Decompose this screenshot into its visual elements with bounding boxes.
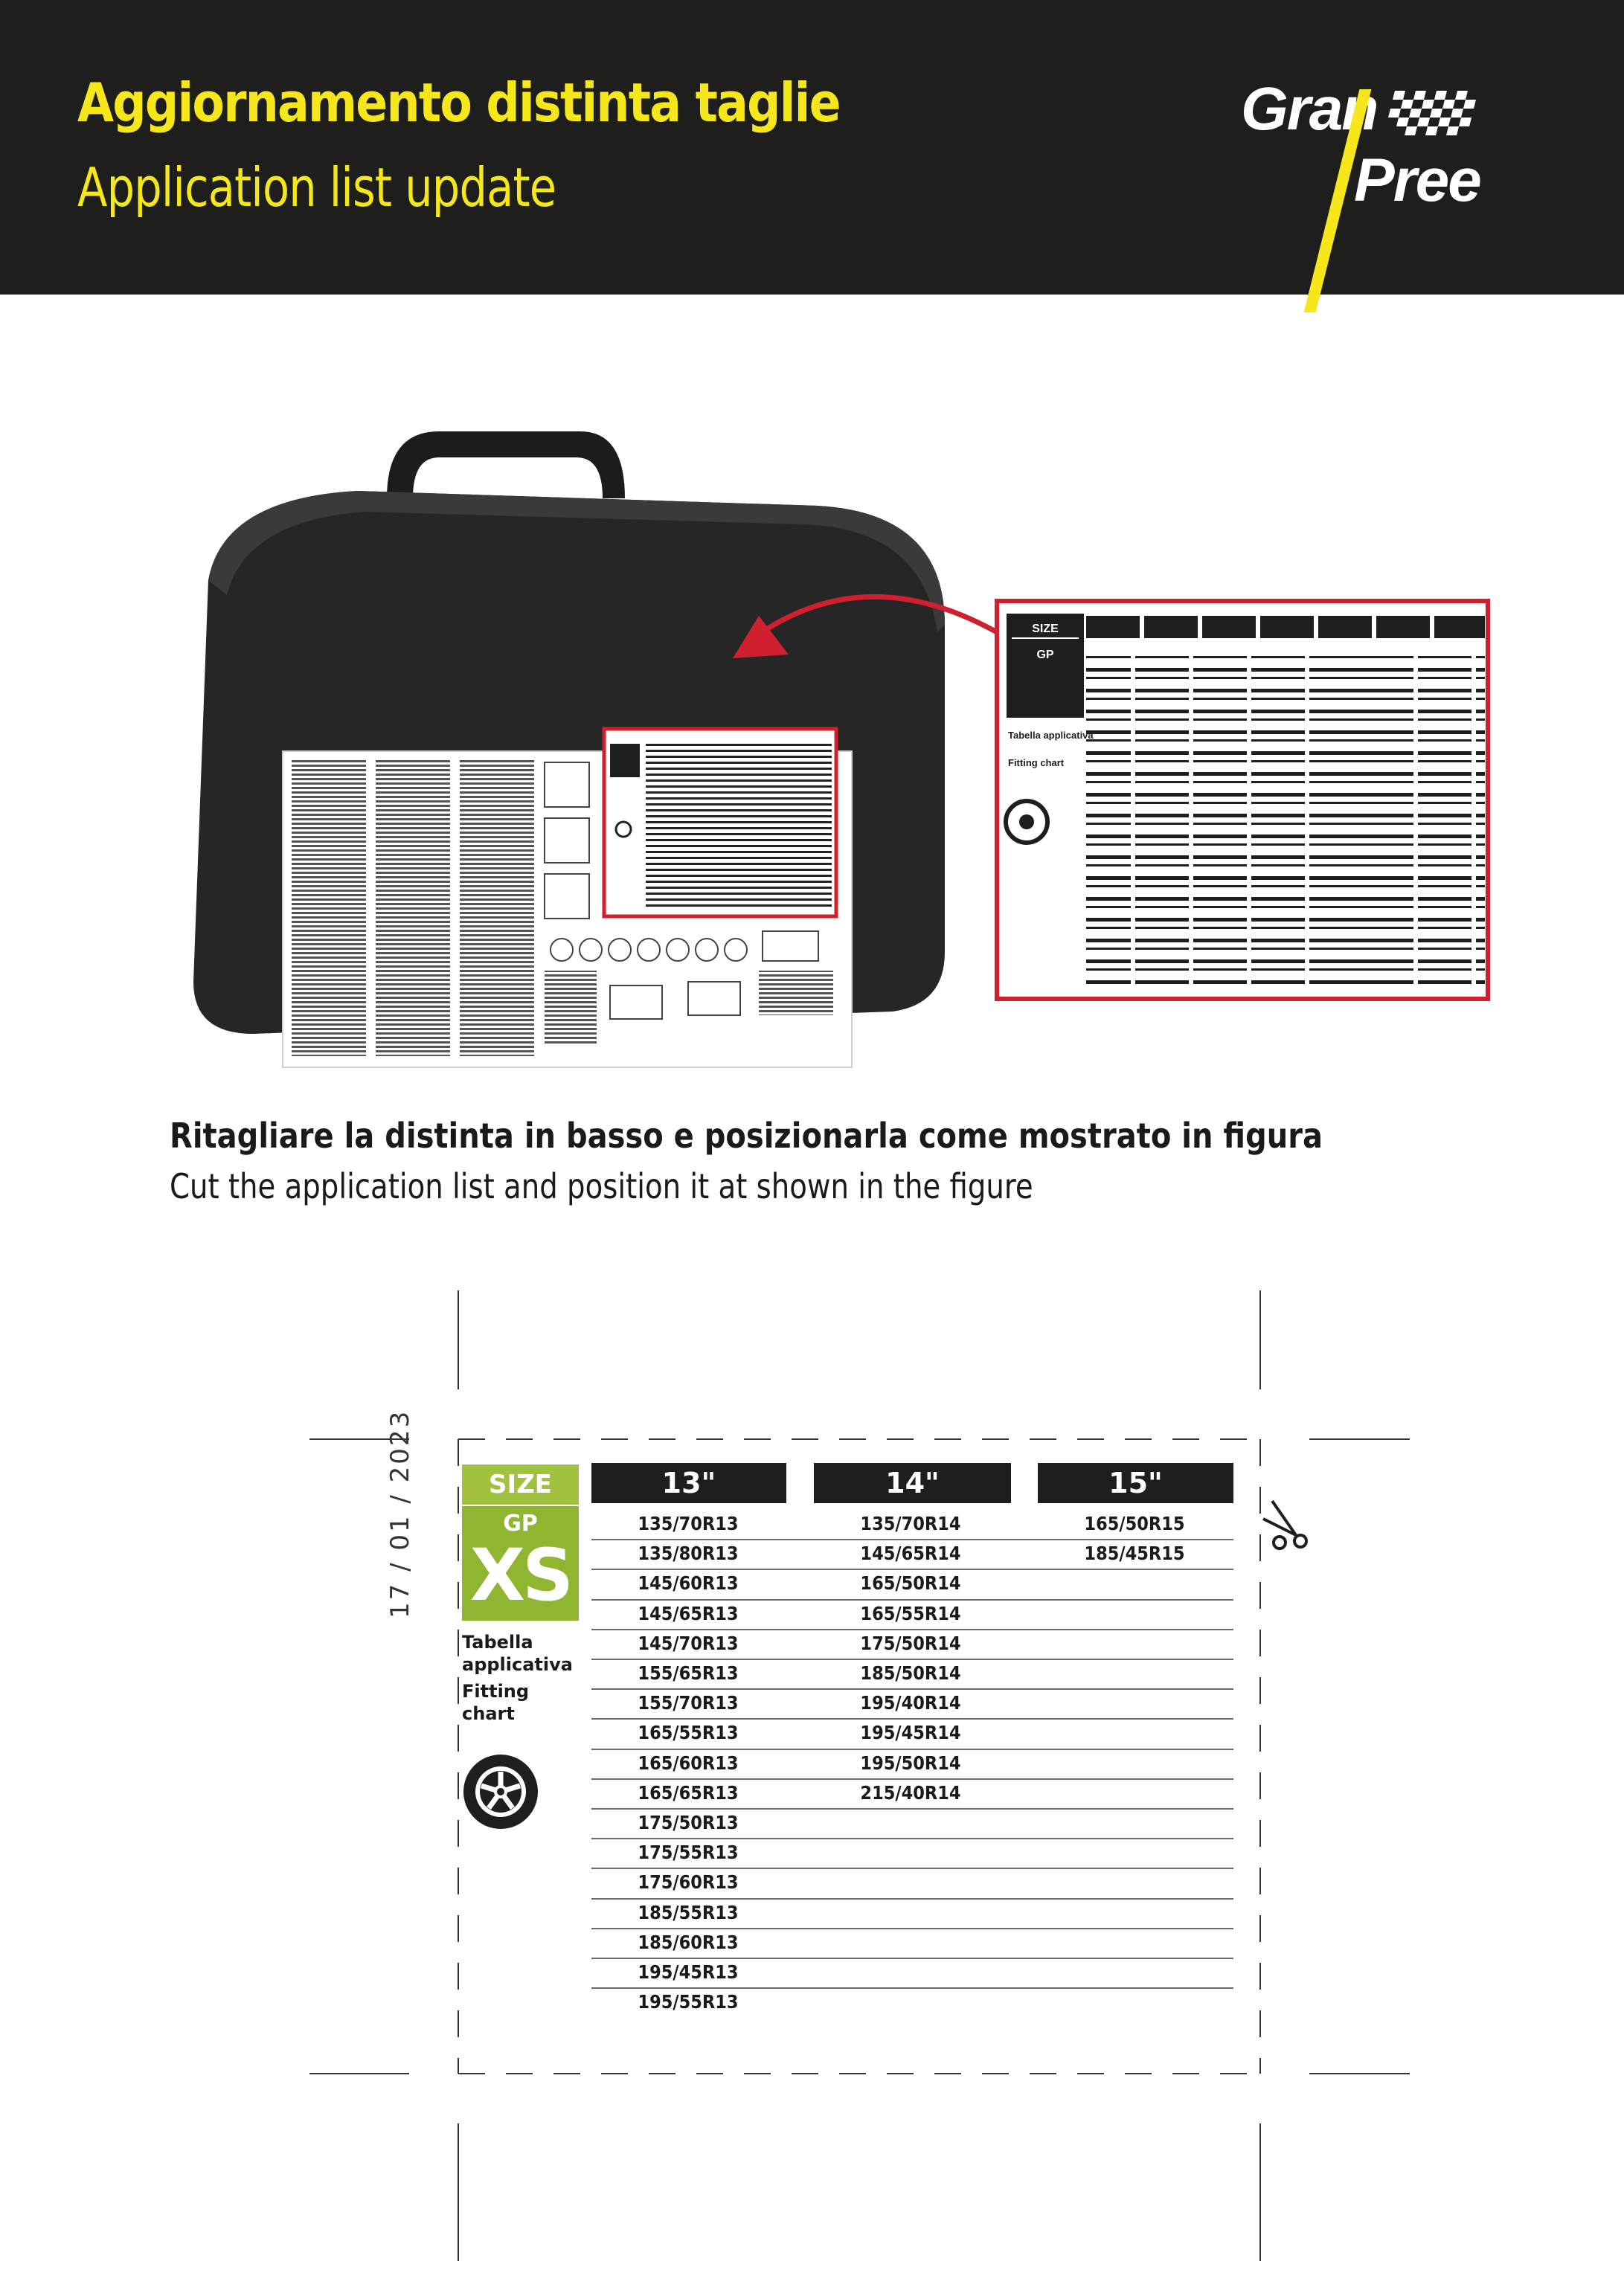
- tire-size-cell: 185/45R15: [1084, 1543, 1185, 1565]
- zoom-fitting-en: Fitting chart: [1008, 757, 1065, 768]
- size-badge: [462, 1506, 579, 1621]
- tire-size-cell: 175/60R13: [638, 1871, 739, 1894]
- instruction-italian: Ritagliare la distinta in basso e posizionarla come mostrato in figura: [170, 1116, 1323, 1156]
- tire-size-cell: 135/80R13: [638, 1543, 739, 1565]
- tire-size-cell: 185/55R13: [638, 1901, 739, 1923]
- bag-label-column: [376, 759, 450, 1056]
- table-row-divider: [591, 1958, 1233, 1959]
- fitting-label-english: Fitting chart: [462, 1681, 530, 1724]
- bag-label-column: [292, 759, 366, 1056]
- logo-word-bottom: Pree: [1354, 147, 1480, 214]
- table-row-divider: [591, 1778, 1233, 1780]
- table-row-divider: [591, 1718, 1233, 1720]
- tire-size-cell: 145/65R14: [860, 1543, 961, 1565]
- zoom-size-label: SIZE: [1032, 623, 1059, 635]
- fitting-label-italian: Tabella applicativa: [462, 1632, 573, 1675]
- wheel-icon: [460, 1751, 542, 1833]
- header-banner: [0, 0, 1624, 295]
- tire-size-cell: 135/70R13: [638, 1513, 739, 1534]
- table-row-divider: [591, 1838, 1233, 1839]
- bag-illustration: [164, 417, 1503, 1086]
- tire-size-cell: 155/65R13: [638, 1662, 739, 1684]
- tire-size-cell: 185/50R14: [860, 1662, 961, 1684]
- tire-size-cell: 195/55R13: [638, 1991, 739, 2013]
- table-row-divider: [591, 1659, 1233, 1660]
- tire-size-cell: 195/40R14: [860, 1692, 961, 1714]
- tire-size-cell: 165/65R13: [638, 1781, 739, 1804]
- logo-word-top: Gran: [1241, 75, 1378, 143]
- tire-size-cell: 165/50R15: [1084, 1513, 1185, 1534]
- table-row-divider: [591, 1688, 1233, 1690]
- tire-size-cell: 165/55R13: [638, 1722, 739, 1744]
- table-row-divider: [591, 1569, 1233, 1570]
- tire-size-cell: 175/50R14: [860, 1632, 961, 1654]
- tire-size-cell: 145/60R13: [638, 1572, 739, 1595]
- tire-size-cell: 175/50R13: [638, 1812, 739, 1833]
- size-label: SIZE: [462, 1464, 579, 1505]
- size-brand: GP: [503, 1511, 538, 1537]
- tire-size-cell: 165/55R14: [860, 1602, 961, 1624]
- tire-size-cell: 185/60R13: [638, 1931, 739, 1953]
- bag-handle: [387, 431, 625, 498]
- bag-label-column: [460, 759, 534, 1056]
- tire-size-cell: 155/70R13: [638, 1692, 739, 1714]
- tire-size-cell: 215/40R14: [860, 1781, 961, 1804]
- zoom-fitting-it: Tabella applicativa: [1008, 730, 1094, 741]
- table-row-divider: [591, 1599, 1233, 1601]
- page-title-english: Application list update: [77, 156, 556, 219]
- instruction-english: Cut the application list and position it at shown in the figure: [170, 1166, 1033, 1206]
- column-header-14: 14": [814, 1463, 1011, 1503]
- tire-size-cell: 145/65R13: [638, 1602, 739, 1624]
- tire-size-cell: 165/60R13: [638, 1752, 739, 1774]
- table-row-divider: [591, 1629, 1233, 1630]
- table-row-divider: [591, 1808, 1233, 1810]
- table-row-divider: [591, 1898, 1233, 1900]
- scissors-icon: [1257, 1496, 1317, 1556]
- table-row-divider: [591, 1539, 1233, 1540]
- tire-size-cell: 195/50R14: [860, 1752, 961, 1774]
- size-code: XS: [469, 1534, 571, 1617]
- column-header-13: 13": [591, 1463, 786, 1503]
- cut-guides: [0, 1279, 1624, 2296]
- zoom-column-headers: [1086, 616, 1485, 638]
- zoom-gp-label: GP: [1036, 649, 1054, 661]
- table-row-divider: [591, 1928, 1233, 1929]
- column-header-15: 15": [1038, 1463, 1233, 1503]
- table-row-divider: [591, 1987, 1233, 1989]
- tire-size-cell: 195/45R14: [860, 1722, 961, 1744]
- tire-size-cell: 195/45R13: [638, 1961, 739, 1983]
- gran-pree-logo: [1235, 74, 1518, 298]
- tire-size-cell: 175/55R13: [638, 1842, 739, 1864]
- table-row-divider: [591, 1868, 1233, 1869]
- page-title-italian: Aggiornamento distinta taglie: [77, 71, 840, 134]
- tire-size-cell: 135/70R14: [860, 1513, 961, 1534]
- zoom-rows: [1086, 651, 1485, 985]
- tire-size-cell: 165/50R14: [860, 1572, 961, 1595]
- chart-date: 17 / 01 / 2023: [385, 1409, 415, 1618]
- tire-size-cell: 145/70R13: [638, 1632, 739, 1654]
- checkered-flag-icon: [1380, 91, 1492, 143]
- table-row-divider: [591, 1749, 1233, 1750]
